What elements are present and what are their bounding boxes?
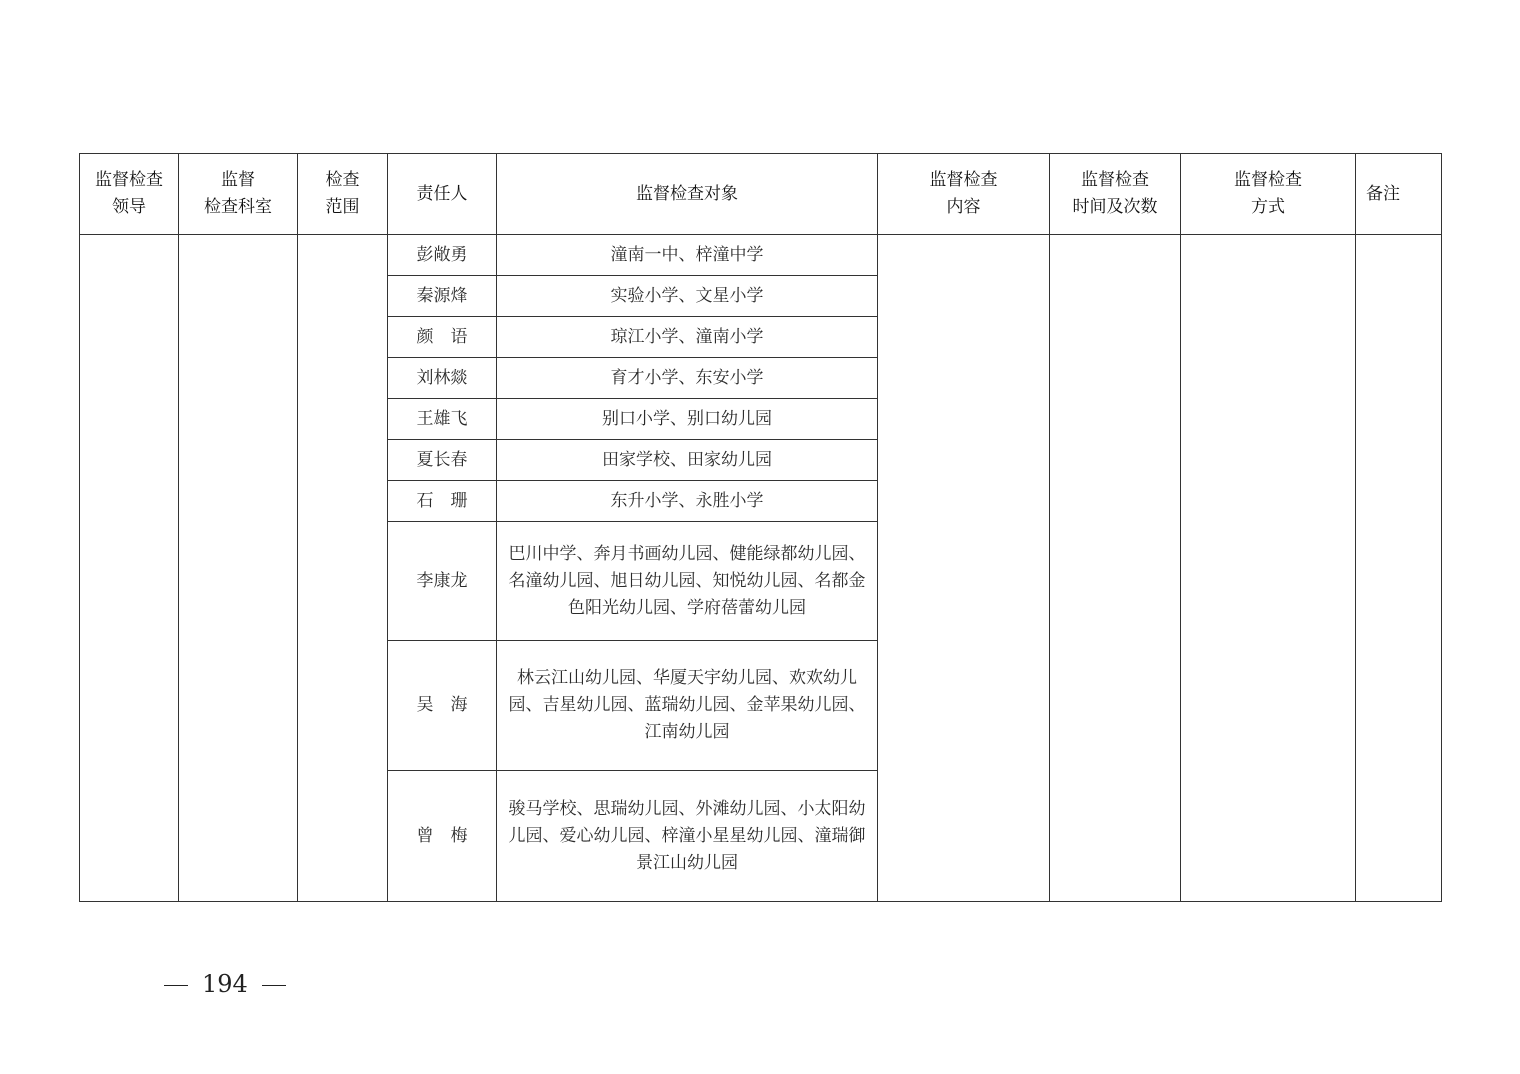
header-content-line2: 内容 — [946, 197, 981, 217]
header-remarks — [1356, 154, 1442, 235]
header-leader-line1: 监督检查 — [95, 170, 163, 190]
content-cell — [878, 235, 1050, 902]
header-department-line1: 监督 — [221, 170, 255, 190]
remarks-cell — [1356, 235, 1442, 902]
header-person — [388, 154, 497, 235]
person-cell: 秦源烽 — [388, 276, 497, 317]
header-scope-line1: 检查 — [325, 170, 360, 190]
header-target-line1: 监督检查对象 — [636, 183, 738, 204]
person-cell: 曾 梅 — [388, 771, 497, 902]
header-method — [1181, 154, 1356, 235]
page-number-left-dash — [164, 985, 188, 986]
header-method-line1: 监督检查 — [1234, 170, 1302, 190]
header-time — [1050, 154, 1181, 235]
target-cell: 琼江小学、潼南小学 — [497, 317, 878, 358]
header-target — [497, 154, 878, 235]
person-cell: 石 珊 — [388, 481, 497, 522]
header-department-line2: 检查科室 — [204, 197, 272, 217]
target-cell: 实验小学、文星小学 — [497, 276, 878, 317]
person-cell: 刘林燚 — [388, 358, 497, 399]
header-department — [179, 154, 298, 235]
header-row — [80, 154, 1442, 235]
header-time-line1: 监督检查 — [1081, 170, 1149, 190]
header-content — [878, 154, 1050, 235]
person-cell: 夏长春 — [388, 440, 497, 481]
target-cell: 育才小学、东安小学 — [497, 358, 878, 399]
page-number-right-dash — [262, 985, 286, 986]
department-cell — [179, 235, 298, 902]
header-time-line2: 时间及次数 — [1072, 197, 1158, 217]
person-cell: 李康龙 — [388, 522, 497, 641]
header-scope — [298, 154, 388, 235]
page-number — [164, 966, 286, 1002]
leader-cell — [80, 235, 179, 902]
header-leader-line2: 领导 — [112, 197, 146, 217]
page-number-value: 194 — [202, 970, 248, 998]
header-content-line1: 监督检查 — [929, 170, 998, 190]
target-cell: 别口小学、别口幼儿园 — [497, 399, 878, 440]
time-cell — [1050, 235, 1181, 902]
target-cell: 东升小学、永胜小学 — [497, 481, 878, 522]
target-cell: 田家学校、田家幼儿园 — [497, 440, 878, 481]
target-cell: 林云江山幼儿园、华厦天宇幼儿园、欢欢幼儿园、吉星幼儿园、蓝瑞幼儿园、金苹果幼儿园、江南幼儿园 — [497, 641, 878, 771]
scope-cell — [298, 235, 388, 902]
person-cell: 吴 海 — [388, 641, 497, 771]
method-cell — [1181, 235, 1356, 902]
person-cell: 颜 语 — [388, 317, 497, 358]
table-row — [80, 235, 1442, 276]
header-scope-line2: 范围 — [325, 197, 360, 217]
header-method-line2: 方式 — [1251, 197, 1285, 217]
target-cell: 潼南一中、梓潼中学 — [497, 235, 878, 276]
supervision-table — [79, 153, 1442, 902]
person-cell: 王雄飞 — [388, 399, 497, 440]
header-leader — [80, 154, 179, 235]
person-cell: 彭敞勇 — [388, 235, 497, 276]
header-person-line1: 责任人 — [416, 183, 468, 204]
target-cell: 骏马学校、思瑞幼儿园、外滩幼儿园、小太阳幼儿园、爱心幼儿园、梓潼小星星幼儿园、潼瑞御景江山幼儿园 — [497, 771, 878, 902]
header-remarks-line1: 备注 — [1366, 183, 1400, 204]
target-cell: 巴川中学、奔月书画幼儿园、健能绿都幼儿园、名潼幼儿园、旭日幼儿园、知悦幼儿园、名都金色阳光幼儿园、学府蓓蕾幼儿园 — [497, 522, 878, 641]
